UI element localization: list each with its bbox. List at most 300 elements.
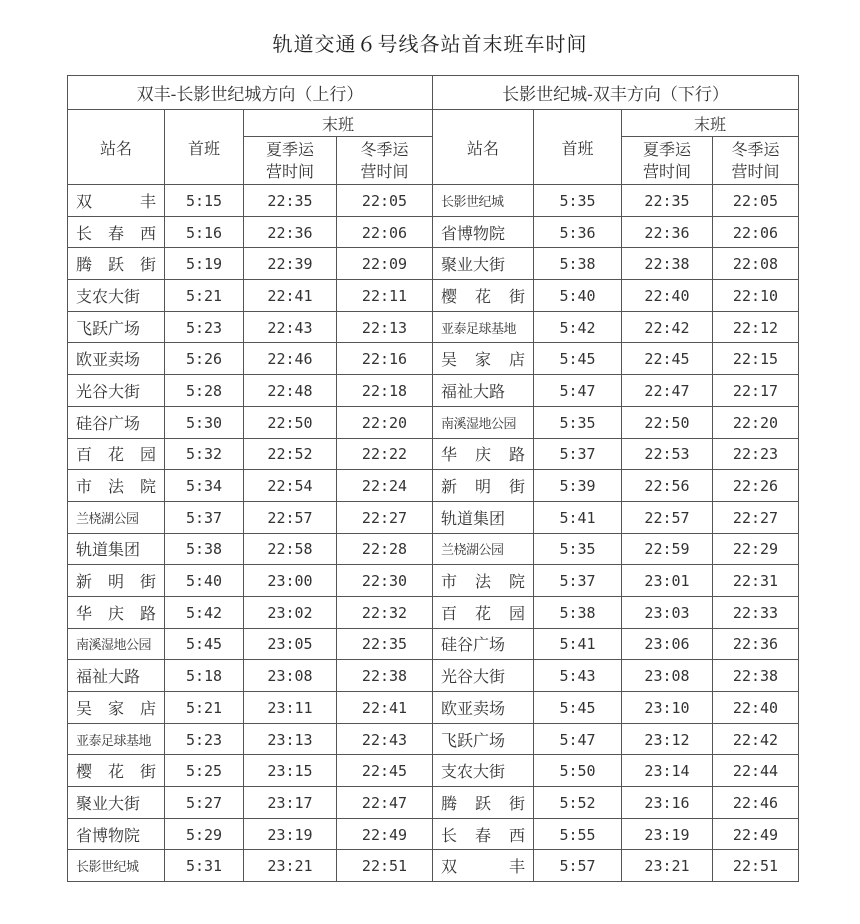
winter-last-train-time	[337, 818, 433, 850]
winter-last-train-time-value: 22:17	[732, 381, 779, 400]
winter-last-train-time	[337, 628, 433, 660]
winter-last-train-time-value: 22:31	[732, 572, 779, 591]
first-train-time	[534, 470, 622, 502]
station-cell	[68, 596, 165, 628]
header-winter-down	[713, 137, 799, 185]
summer-last-train-time	[622, 280, 713, 312]
station-name: 市 法 院	[76, 477, 156, 497]
first-train-time	[534, 596, 622, 628]
first-train-time-value: 5:28	[185, 381, 223, 400]
first-train-time	[165, 406, 244, 438]
winter-last-train-time-value: 22:15	[732, 350, 779, 369]
station-cell	[433, 216, 534, 248]
summer-last-train-time-value: 23:19	[644, 825, 690, 844]
summer-last-train-time	[244, 216, 337, 248]
summer-last-train-time-value: 22:45	[644, 350, 690, 369]
summer-last-train-time-value: 23:11	[267, 698, 313, 717]
summer-last-train-time	[244, 850, 337, 882]
station-cell	[433, 470, 534, 502]
summer-last-train-time-value: 23:12	[644, 730, 690, 749]
winter-last-train-time-value: 22:11	[361, 286, 408, 305]
first-train-time-value: 5:52	[559, 793, 596, 812]
direction-up-header: 双丰-长影世纪城方向（上行）	[68, 76, 433, 110]
station-cell	[433, 596, 534, 628]
station-cell	[433, 628, 534, 660]
winter-last-train-time-value: 22:30	[361, 572, 408, 591]
station-cell	[68, 692, 165, 724]
winter-last-train-time	[713, 787, 799, 819]
winter-last-train-time	[713, 628, 799, 660]
station-cell	[68, 216, 165, 248]
first-train-time-value: 5:41	[559, 508, 596, 527]
winter-last-train-time	[713, 343, 799, 375]
summer-last-train-time	[622, 818, 713, 850]
station-name: 百 花 园	[441, 603, 525, 623]
station-name: 飞跃广场	[441, 730, 506, 750]
winter-last-train-time-value: 22:47	[361, 793, 408, 812]
summer-last-train-time-value: 22:40	[644, 286, 690, 305]
winter-last-train-time-value: 22:06	[361, 223, 408, 242]
winter-last-train-time-value: 22:51	[361, 857, 408, 876]
winter-last-train-time-value: 22:05	[732, 191, 779, 210]
first-train-time-value: 5:39	[559, 477, 596, 496]
summer-last-train-time	[622, 850, 713, 882]
summer-last-train-time	[622, 628, 713, 660]
first-train-time-value: 5:35	[559, 413, 596, 432]
first-train-time	[534, 216, 622, 248]
first-train-time	[534, 406, 622, 438]
winter-last-train-time	[713, 533, 799, 565]
first-train-time-value: 5:42	[185, 603, 223, 622]
winter-last-train-time	[337, 280, 433, 312]
table-row	[68, 406, 799, 438]
summer-last-train-time	[622, 470, 713, 502]
winter-last-train-time	[713, 216, 799, 248]
first-train-time-value: 5:32	[185, 445, 223, 464]
station-cell	[68, 280, 165, 312]
station-name: 吴 家 店	[76, 698, 156, 718]
station-cell	[68, 628, 165, 660]
summer-last-train-time-value: 22:48	[267, 381, 313, 400]
station-cell	[433, 565, 534, 597]
first-train-time	[165, 850, 244, 882]
summer-last-train-time-value: 22:36	[267, 223, 313, 242]
winter-last-train-time	[713, 692, 799, 724]
first-train-time	[534, 533, 622, 565]
summer-last-train-time	[622, 311, 713, 343]
first-train-time-value: 5:45	[559, 350, 596, 369]
station-name: 福祉大路	[76, 667, 141, 687]
summer-last-train-time	[622, 438, 713, 470]
page-title: 轨道交通６号线各站首末班车时间	[272, 32, 588, 56]
station-cell	[433, 248, 534, 280]
summer-last-train-time-value: 23:21	[267, 857, 313, 876]
station-name: 腾 跃 街	[76, 255, 156, 275]
table-row	[68, 596, 799, 628]
first-train-time-value: 5:27	[185, 793, 223, 812]
header-last-up: 末班	[244, 110, 433, 137]
summer-last-train-time	[622, 185, 713, 217]
first-train-time	[534, 438, 622, 470]
header-first-up: 首班	[165, 110, 244, 185]
first-train-time	[165, 692, 244, 724]
winter-last-train-time	[337, 692, 433, 724]
winter-last-train-time-value: 22:16	[361, 350, 408, 369]
first-train-time-value: 5:19	[185, 255, 223, 274]
first-train-time-value: 5:26	[185, 350, 223, 369]
winter-last-train-time-value: 22:32	[361, 603, 408, 622]
summer-last-train-time-value: 22:41	[267, 286, 313, 305]
summer-last-train-time-value: 22:54	[267, 477, 313, 496]
summer-last-train-time-value: 23:00	[267, 572, 313, 591]
winter-last-train-time-value: 22:26	[732, 477, 779, 496]
first-train-time-value: 5:18	[185, 667, 223, 686]
summer-last-train-time-value: 23:05	[267, 635, 313, 654]
winter-last-train-time	[337, 723, 433, 755]
summer-last-train-time	[244, 660, 337, 692]
header-summer-line1: 夏季运	[642, 139, 691, 159]
winter-last-train-time-value: 22:44	[732, 762, 779, 781]
summer-last-train-time	[244, 248, 337, 280]
winter-last-train-time-value: 22:28	[361, 540, 408, 559]
first-train-time	[165, 755, 244, 787]
first-train-time	[534, 375, 622, 407]
summer-last-train-time-value: 23:06	[644, 635, 690, 654]
summer-last-train-time	[622, 692, 713, 724]
summer-last-train-time	[244, 628, 337, 660]
header-first-down: 首班	[534, 110, 622, 185]
first-train-time-value: 5:25	[185, 762, 223, 781]
winter-last-train-time-value: 22:09	[361, 255, 408, 274]
station-name: 光谷大街	[76, 381, 141, 401]
station-name: 省博物院	[76, 825, 141, 845]
first-train-time	[165, 280, 244, 312]
station-cell	[68, 185, 165, 217]
winter-last-train-time-value: 22:20	[361, 413, 408, 432]
header-station-down: 站名	[433, 110, 534, 185]
first-train-time-value: 5:38	[185, 540, 223, 559]
summer-last-train-time-value: 22:42	[644, 318, 690, 337]
winter-last-train-time-value: 22:49	[732, 825, 779, 844]
winter-last-train-time-value: 22:08	[732, 255, 779, 274]
winter-last-train-time-value: 22:10	[732, 286, 779, 305]
table-row	[68, 628, 799, 660]
summer-last-train-time-value: 23:15	[267, 762, 313, 781]
summer-last-train-time	[244, 755, 337, 787]
first-train-time-value: 5:38	[559, 603, 596, 622]
station-cell	[433, 533, 534, 565]
winter-last-train-time-value: 22:35	[361, 635, 408, 654]
summer-last-train-time	[622, 787, 713, 819]
winter-last-train-time	[713, 185, 799, 217]
station-cell	[68, 501, 165, 533]
summer-last-train-time-value: 23:01	[644, 572, 690, 591]
station-cell	[433, 755, 534, 787]
winter-last-train-time-value: 22:12	[732, 318, 779, 337]
table-row	[68, 660, 799, 692]
station-cell	[433, 375, 534, 407]
first-train-time-value: 5:30	[185, 413, 223, 432]
summer-last-train-time	[622, 565, 713, 597]
station-name: 双 丰	[441, 857, 525, 877]
first-train-time-value: 5:21	[185, 698, 223, 717]
station-cell	[68, 787, 165, 819]
summer-last-train-time	[622, 596, 713, 628]
first-train-time	[534, 248, 622, 280]
summer-last-train-time-value: 23:17	[267, 793, 313, 812]
winter-last-train-time-value: 22:24	[361, 477, 408, 496]
station-name: 市 法 院	[441, 572, 525, 592]
first-train-time-value: 5:43	[559, 667, 596, 686]
summer-last-train-time	[244, 787, 337, 819]
station-cell	[68, 470, 165, 502]
winter-last-train-time	[713, 565, 799, 597]
table-row	[68, 343, 799, 375]
summer-last-train-time	[622, 501, 713, 533]
summer-last-train-time-value: 22:59	[644, 540, 690, 559]
winter-last-train-time-value: 22:40	[732, 698, 779, 717]
first-train-time-value: 5:15	[185, 191, 223, 210]
summer-last-train-time	[622, 343, 713, 375]
station-name: 长影世纪城	[76, 860, 139, 876]
winter-last-train-time	[713, 248, 799, 280]
winter-last-train-time	[337, 787, 433, 819]
first-train-time	[534, 501, 622, 533]
table-row	[68, 723, 799, 755]
winter-last-train-time-value: 22:33	[732, 603, 779, 622]
winter-last-train-time-value: 22:06	[732, 223, 779, 242]
first-train-time	[165, 533, 244, 565]
summer-last-train-time	[622, 723, 713, 755]
summer-last-train-time	[622, 248, 713, 280]
first-train-time	[534, 787, 622, 819]
summer-last-train-time-value: 22:36	[644, 223, 690, 242]
first-train-time	[534, 280, 622, 312]
winter-last-train-time	[713, 755, 799, 787]
winter-last-train-time	[713, 311, 799, 343]
table-row	[68, 818, 799, 850]
first-train-time	[534, 692, 622, 724]
first-train-time-value: 5:57	[559, 857, 596, 876]
summer-last-train-time-value: 22:46	[267, 350, 313, 369]
first-train-time-value: 5:29	[185, 825, 223, 844]
summer-last-train-time-value: 22:57	[267, 508, 313, 527]
summer-last-train-time-value: 23:10	[644, 698, 690, 717]
station-name: 华 庆 路	[76, 603, 156, 623]
summer-last-train-time-value: 22:53	[644, 445, 690, 464]
table-row	[68, 280, 799, 312]
first-train-time	[165, 501, 244, 533]
station-name: 双 丰	[76, 191, 156, 211]
summer-last-train-time-value: 22:52	[267, 445, 313, 464]
summer-last-train-time-value: 22:57	[644, 508, 690, 527]
station-name: 亚泰足球基地	[76, 733, 152, 749]
header-summer-line2: 营时间	[265, 161, 314, 181]
first-train-time-value: 5:55	[559, 825, 596, 844]
summer-last-train-time	[244, 185, 337, 217]
summer-last-train-time	[622, 533, 713, 565]
summer-last-train-time	[622, 216, 713, 248]
first-train-time	[534, 723, 622, 755]
first-train-time	[165, 343, 244, 375]
station-name: 支农大街	[441, 762, 506, 782]
header-winter-line1: 冬季运	[360, 139, 409, 159]
first-train-time	[534, 311, 622, 343]
first-train-time-value: 5:45	[185, 635, 223, 654]
first-train-time-value: 5:37	[185, 508, 223, 527]
first-train-time	[534, 850, 622, 882]
station-name: 南溪湿地公园	[441, 416, 517, 432]
first-train-time	[165, 375, 244, 407]
station-name: 光谷大街	[441, 667, 506, 687]
station-name: 百 花 园	[76, 445, 156, 465]
first-train-time-value: 5:37	[559, 445, 596, 464]
summer-last-train-time-value: 23:13	[267, 730, 313, 749]
first-train-time	[534, 343, 622, 375]
station-cell	[68, 850, 165, 882]
station-name: 支农大街	[76, 286, 141, 306]
table-row	[68, 438, 799, 470]
first-train-time	[165, 818, 244, 850]
table-row	[68, 375, 799, 407]
winter-last-train-time-value: 22:45	[361, 762, 408, 781]
first-train-time-value: 5:35	[559, 540, 596, 559]
station-cell	[68, 565, 165, 597]
station-cell	[433, 311, 534, 343]
winter-last-train-time-value: 22:43	[361, 730, 408, 749]
first-train-time-value: 5:47	[559, 381, 596, 400]
summer-last-train-time	[244, 280, 337, 312]
winter-last-train-time	[713, 375, 799, 407]
station-name: 南溪湿地公园	[76, 638, 152, 654]
winter-last-train-time-value: 22:23	[732, 445, 779, 464]
table-row	[68, 692, 799, 724]
station-cell	[433, 660, 534, 692]
first-train-time	[165, 596, 244, 628]
header-winter-up	[337, 137, 433, 185]
station-cell	[68, 438, 165, 470]
first-train-time-value: 5:23	[185, 730, 223, 749]
winter-last-train-time	[337, 343, 433, 375]
station-cell	[433, 787, 534, 819]
first-train-time	[165, 311, 244, 343]
winter-last-train-time	[337, 248, 433, 280]
winter-last-train-time-value: 22:51	[732, 857, 779, 876]
first-train-time	[165, 565, 244, 597]
station-cell	[433, 501, 534, 533]
winter-last-train-time	[337, 185, 433, 217]
winter-last-train-time	[337, 470, 433, 502]
station-cell	[68, 755, 165, 787]
summer-last-train-time	[622, 660, 713, 692]
table-row	[68, 850, 799, 882]
first-train-time-value: 5:40	[559, 286, 596, 305]
first-train-time	[165, 438, 244, 470]
station-cell	[68, 533, 165, 565]
station-cell	[68, 818, 165, 850]
station-name: 兰桡湖公园	[76, 511, 139, 527]
first-train-time-value: 5:45	[559, 698, 596, 717]
station-cell	[68, 660, 165, 692]
station-cell	[68, 248, 165, 280]
first-train-time	[165, 470, 244, 502]
table-row	[68, 248, 799, 280]
summer-last-train-time	[244, 723, 337, 755]
first-train-time-value: 5:31	[185, 857, 223, 876]
station-cell	[433, 185, 534, 217]
summer-last-train-time-value: 23:16	[644, 793, 690, 812]
winter-last-train-time	[337, 438, 433, 470]
winter-last-train-time-value: 22:20	[732, 413, 779, 432]
first-train-time	[165, 185, 244, 217]
table-row	[68, 755, 799, 787]
first-train-time-value: 5:35	[559, 191, 596, 210]
summer-last-train-time	[244, 343, 337, 375]
station-name: 新 明 街	[441, 477, 525, 497]
station-cell	[68, 406, 165, 438]
station-name: 亚泰足球基地	[441, 321, 517, 337]
summer-last-train-time-value: 22:50	[267, 413, 313, 432]
first-train-time	[165, 723, 244, 755]
summer-last-train-time-value: 23:21	[644, 857, 690, 876]
summer-last-train-time-value: 23:02	[267, 603, 313, 622]
first-train-time	[534, 628, 622, 660]
winter-last-train-time-value: 22:27	[361, 508, 408, 527]
first-train-time-value: 5:36	[559, 223, 596, 242]
station-name: 欧亚卖场	[441, 698, 506, 718]
winter-last-train-time-value: 22:18	[361, 381, 408, 400]
summer-last-train-time-value: 23:08	[267, 667, 313, 686]
station-cell	[433, 438, 534, 470]
header-station-up: 站名	[68, 110, 165, 185]
first-train-time	[165, 660, 244, 692]
first-train-time-value: 5:34	[185, 477, 223, 496]
summer-last-train-time-value: 23:08	[644, 667, 690, 686]
station-cell	[68, 375, 165, 407]
winter-last-train-time	[337, 755, 433, 787]
first-train-time	[165, 628, 244, 660]
header-summer-line1: 夏季运	[265, 139, 314, 159]
summer-last-train-time	[244, 692, 337, 724]
station-name: 长 春 西	[76, 223, 156, 243]
winter-last-train-time	[713, 723, 799, 755]
summer-last-train-time	[244, 406, 337, 438]
winter-last-train-time	[713, 660, 799, 692]
schedule-table	[67, 75, 799, 882]
station-name: 兰桡湖公园	[441, 543, 504, 559]
station-cell	[433, 343, 534, 375]
first-train-time	[534, 755, 622, 787]
header-winter-line2: 营时间	[731, 161, 780, 181]
station-cell	[433, 818, 534, 850]
first-train-time-value: 5:21	[185, 286, 223, 305]
summer-last-train-time	[244, 311, 337, 343]
winter-last-train-time-value: 22:05	[361, 191, 408, 210]
winter-last-train-time-value: 22:38	[361, 667, 408, 686]
winter-last-train-time	[337, 501, 433, 533]
station-name: 轨道集团	[76, 540, 141, 560]
first-train-time	[534, 185, 622, 217]
winter-last-train-time-value: 22:13	[361, 318, 408, 337]
table-row	[68, 787, 799, 819]
table-row	[68, 185, 799, 217]
header-summer-down	[622, 137, 713, 185]
winter-last-train-time-value: 22:36	[732, 635, 779, 654]
first-train-time-value: 5:38	[559, 255, 596, 274]
header-summer-up	[244, 137, 337, 185]
station-name: 樱 花 街	[76, 762, 156, 782]
first-train-time-value: 5:50	[559, 762, 596, 781]
